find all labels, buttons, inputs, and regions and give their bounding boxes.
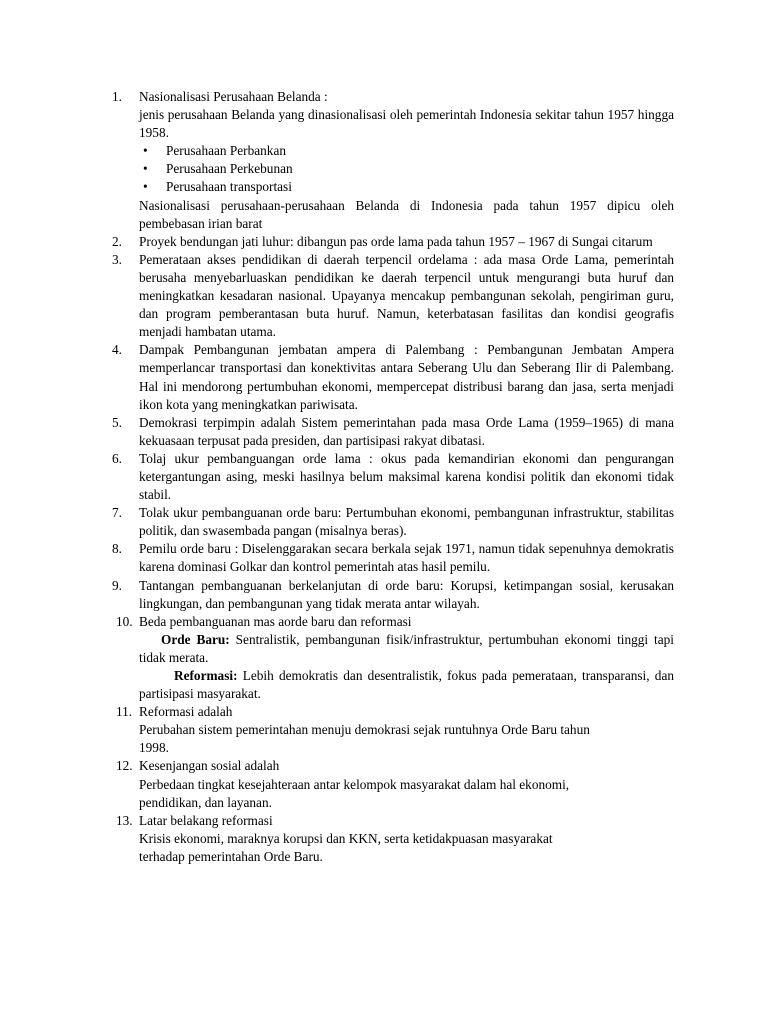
document-page <box>0 88 768 866</box>
bullet-icon: • <box>143 179 148 195</box>
item-title: Latar belakang reformasi <box>139 812 273 828</box>
item-line: 1998. <box>139 740 169 756</box>
item-text: Tolaj ukur pembanguangan orde lama : okus pada kemandirian ekonomi dan pengurangan ketergantungan asing, meski hasilnya belum maksimal karena kondisi politik dan ekonomi tidak stabil. <box>139 450 674 503</box>
reformasi-paragraph <box>139 667 674 703</box>
item-number: 4. <box>112 342 122 358</box>
bullet-item <box>139 178 674 196</box>
item-text: Pemerataan akses pendidikan di daerah terpencil ordelama : ada masa Orde Lama, pemerintah berusaha menyebarluaskan pendidikan ke daerah terpencil untuk mengurangi buta huruf dan meningkatkan kesadaran nasional. Upayanya mencakup pembangunan sekolah, pengiriman guru, dan program pemberantasan buta huruf. Namun, keterbatasan fasilitas dan kondisi geografis menjadi hambatan utama. <box>139 251 674 340</box>
list-item-5 <box>0 414 674 450</box>
item-number: 9. <box>112 577 122 593</box>
reformasi-text: Lebih demokratis dan desentralistik, fokus pada pemerataan, transparansi, dan partisipasi masyarakat. <box>139 668 674 702</box>
item-line: Krisis ekonomi, maraknya korupsi dan KKN, serta ketidakpuasan masyarakat <box>139 830 553 846</box>
item-intro: jenis perusahaan Belanda yang dinasionalisasi oleh pemerintah Indonesia sekitar tahun 1957 hingga 1958. <box>139 107 674 141</box>
list-item-10 <box>0 613 674 703</box>
orde-baru-label: Orde Baru: <box>161 631 230 647</box>
item-text: Pemilu orde baru : Diselenggarakan secara berkala sejak 1971, namun tidak sepenuhnya demokratis karena dominasi Golkar dan kontrol pemerintah atas hasil pemilu. <box>139 541 674 575</box>
bullet-item <box>139 160 674 178</box>
list-item-9 <box>0 577 674 613</box>
list-item-1 <box>0 88 674 233</box>
item-number: 2. <box>112 233 122 249</box>
item-line: pendidikan, dan layanan. <box>139 794 272 810</box>
bullet-item <box>139 142 674 160</box>
list-item-13 <box>0 812 674 866</box>
item-text: Tantangan pembanguanan berkelanjutan di orde baru: Korupsi, ketimpangan sosial, kerusakan lingkungan, dan pembangunan yang tidak merata antar wilayah. <box>139 577 674 611</box>
item-number: 7. <box>112 505 122 521</box>
item-title: Kesenjangan sosial adalah <box>139 758 280 774</box>
item-title: Reformasi adalah <box>139 704 233 720</box>
item-line: terhadap pemerintahan Orde Baru. <box>139 848 323 864</box>
item-number: 11. <box>116 704 133 720</box>
list-item-12 <box>0 757 674 811</box>
item-number: 8. <box>112 541 122 557</box>
item-text: Dampak Pembangunan jembatan ampera di Palembang : Pembangunan Jembatan Ampera memperlancar transportasi dan konektivitas antara Seberang Ulu dan Seberang Ilir di Palembang. Hal ini mendorong pertumbuhan ekonomi, mempercepat distribusi barang dan jasa, serta menjadi ikon kota yang meningkatkan pariwisata. <box>139 342 674 412</box>
item-number: 1. <box>112 89 122 104</box>
list-item-2 <box>0 233 674 251</box>
item-line: Perubahan sistem pemerintahan menuju demokrasi sejak runtuhnya Orde Baru tahun <box>139 722 590 738</box>
bullet-text: Perusahaan Perbankan <box>166 143 286 159</box>
list-item-3 <box>0 251 674 341</box>
item-line: Perbedaan tingkat kesejahteraan antar kelompok masyarakat dalam hal ekonomi, <box>139 776 570 792</box>
reformasi-label: Reformasi: <box>174 668 238 683</box>
item-number: 6. <box>112 450 122 466</box>
item-number: 10. <box>116 613 133 629</box>
bullet-icon: • <box>143 161 148 177</box>
item-outro: Nasionalisasi perusahaan-perusahaan Belanda di Indonesia pada tahun 1957 dipicu oleh pembebasan irian barat <box>139 197 674 231</box>
bullet-list <box>139 142 674 196</box>
item-number: 13. <box>116 812 133 828</box>
list-item-6 <box>0 450 674 504</box>
bullet-icon: • <box>143 143 148 159</box>
bullet-text: Perusahaan Perkebunan <box>166 161 293 177</box>
item-number: 12. <box>116 758 133 774</box>
bullet-text: Perusahaan transportasi <box>166 179 292 195</box>
orde-baru-paragraph <box>139 631 674 667</box>
item-text: Demokrasi terpimpin adalah Sistem pemerintahan pada masa Orde Lama (1959–1965) di mana kekuasaan terpusat pada presiden, dan partisipasi rakyat dibatasi. <box>139 414 674 448</box>
list-item-4 <box>0 341 674 413</box>
orde-baru-text: Sentralistik, pembangunan fisik/infrastruktur, pertumbuhan ekonomi tinggi tapi tidak merata. <box>139 631 674 665</box>
list-item-7 <box>0 504 674 540</box>
item-title: Nasionalisasi Perusahaan Belanda : <box>139 89 328 104</box>
item-number: 5. <box>112 414 122 430</box>
item-text: Tolak ukur pembanguanan orde baru: Pertumbuhan ekonomi, pembangunan infrastruktur, stabilitas politik, dan swasembada pangan (misalnya beras). <box>139 505 674 539</box>
item-text: Proyek bendungan jati luhur: dibangun pas orde lama pada tahun 1957 – 1967 di Sungai citarum <box>139 233 653 249</box>
item-number: 3. <box>112 251 122 267</box>
item-title: Beda pembanguanan mas aorde baru dan reformasi <box>139 613 412 629</box>
list-item-8 <box>0 540 674 576</box>
list-item-11 <box>0 703 674 757</box>
